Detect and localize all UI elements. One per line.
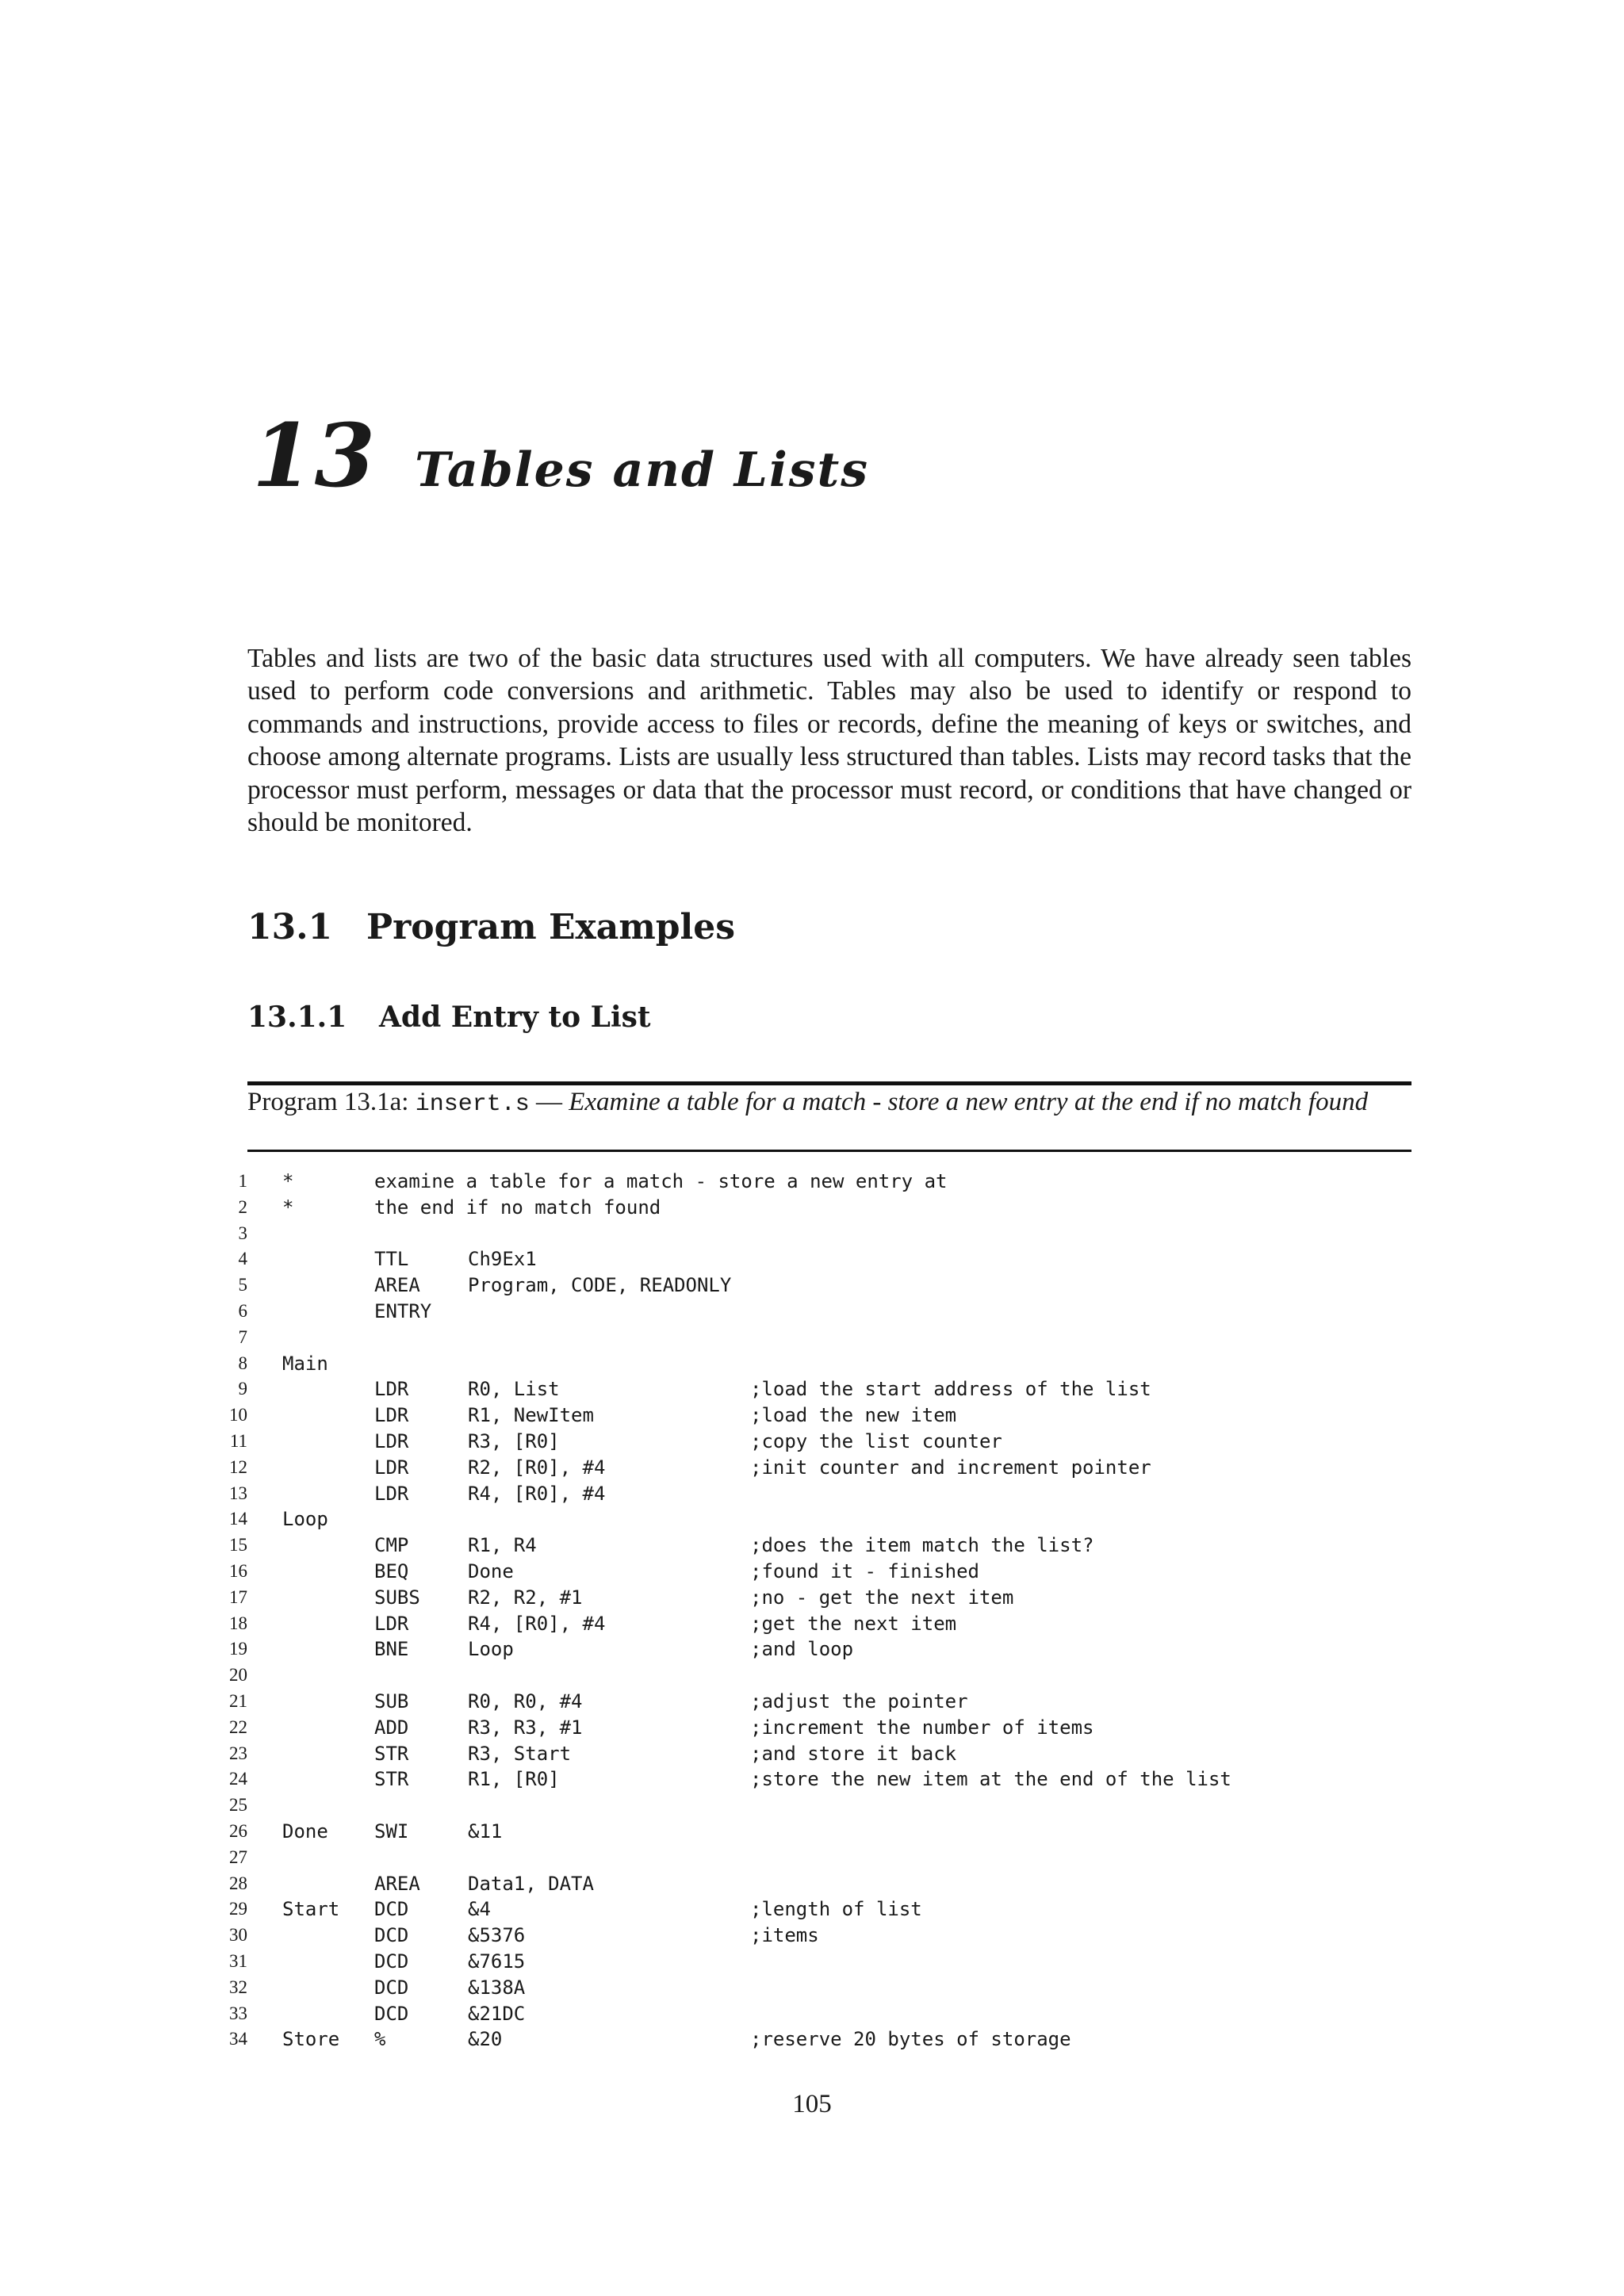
code-comment: ;and store it back bbox=[750, 1742, 957, 1765]
code-line bbox=[214, 1766, 1411, 1793]
section-heading bbox=[247, 900, 735, 955]
code-line bbox=[214, 1819, 1411, 1845]
line-number: 25 bbox=[229, 1795, 247, 1816]
code-line bbox=[214, 1221, 1411, 1247]
code-operands: R0, R0, #4 bbox=[468, 1689, 583, 1712]
code-operands: Program, CODE, READONLY bbox=[468, 1274, 732, 1297]
code-line bbox=[214, 1299, 1411, 1325]
code-comment: ;reserve 20 bytes of storage bbox=[750, 2028, 1071, 2051]
line-number: 29 bbox=[229, 1899, 247, 1919]
code-opcode: DCD bbox=[374, 1898, 409, 1921]
code-opcode: STR bbox=[374, 1768, 409, 1791]
code-comment: ;length of list bbox=[750, 1898, 922, 1921]
line-number: 33 bbox=[229, 2003, 247, 2023]
program-filename: insert.s bbox=[415, 1091, 530, 1118]
code-line bbox=[214, 1845, 1411, 1871]
code-comment: ;and loop bbox=[750, 1638, 854, 1661]
code-operands: Loop bbox=[468, 1638, 514, 1661]
line-number: 23 bbox=[229, 1743, 247, 1763]
code-operands: &21DC bbox=[468, 2002, 526, 2025]
code-comment: ;store the new item at the end of the list bbox=[750, 1768, 1231, 1791]
line-number: 31 bbox=[229, 1950, 247, 1971]
code-operands: R3, Start bbox=[468, 1742, 572, 1765]
code-line bbox=[214, 1715, 1411, 1741]
line-number: 7 bbox=[238, 1326, 247, 1347]
line-number: 20 bbox=[229, 1665, 247, 1686]
code-comment: ;copy the list counter bbox=[750, 1429, 1002, 1452]
code-comment: ;increment the number of items bbox=[750, 1716, 1094, 1739]
code-opcode: LDR bbox=[374, 1404, 409, 1427]
code-opcode: LDR bbox=[374, 1378, 409, 1401]
line-number: 8 bbox=[238, 1353, 247, 1373]
program-label: Program 13.1a: bbox=[247, 1088, 409, 1116]
caption-bottom-rule bbox=[247, 1150, 1411, 1152]
code-line bbox=[214, 1533, 1411, 1559]
page-number: 105 bbox=[792, 2090, 832, 2118]
code-label: Main bbox=[282, 1352, 328, 1375]
code-operands: R1, [R0] bbox=[468, 1768, 560, 1791]
line-number: 15 bbox=[229, 1535, 247, 1556]
code-line bbox=[214, 1455, 1411, 1481]
code-operands: R4, [R0], #4 bbox=[468, 1482, 606, 1505]
code-line bbox=[214, 1195, 1411, 1221]
line-number: 24 bbox=[229, 1769, 247, 1789]
code-operands: R2, R2, #1 bbox=[468, 1586, 583, 1609]
subsection-title: Add Entry to List bbox=[379, 1001, 651, 1034]
code-opcode: examine a table for a match - store a new entry at bbox=[374, 1170, 948, 1192]
code-operands: &138A bbox=[468, 1976, 526, 1999]
code-operands: Ch9Ex1 bbox=[468, 1248, 537, 1271]
code-line bbox=[214, 1975, 1411, 2001]
code-opcode: LDR bbox=[374, 1456, 409, 1479]
code-comment: ;found it - finished bbox=[750, 1559, 979, 1582]
code-line bbox=[214, 1351, 1411, 1377]
code-label: Start bbox=[282, 1898, 340, 1921]
section-title: Program Examples bbox=[366, 907, 736, 947]
code-operands: &4 bbox=[468, 1898, 491, 1921]
line-number: 4 bbox=[238, 1249, 247, 1269]
code-opcode: DCD bbox=[374, 1976, 409, 1999]
code-opcode: DCD bbox=[374, 2002, 409, 2025]
code-label: * bbox=[282, 1170, 294, 1192]
program-caption bbox=[247, 1086, 1411, 1120]
code-label: * bbox=[282, 1196, 294, 1219]
code-comment: ;load the new item bbox=[750, 1404, 957, 1427]
line-number: 34 bbox=[229, 2029, 247, 2049]
code-comment: ;load the start address of the list bbox=[750, 1378, 1151, 1401]
code-opcode: % bbox=[374, 2028, 386, 2051]
line-number: 1 bbox=[238, 1171, 247, 1191]
code-opcode: AREA bbox=[374, 1872, 420, 1895]
code-line bbox=[214, 1741, 1411, 1767]
code-line bbox=[214, 1169, 1411, 1195]
line-number: 26 bbox=[229, 1820, 247, 1841]
code-opcode: SUB bbox=[374, 1689, 409, 1712]
line-number: 30 bbox=[229, 1925, 247, 1946]
code-opcode: LDR bbox=[374, 1612, 409, 1635]
code-opcode: DCD bbox=[374, 1924, 409, 1947]
code-operands: R4, [R0], #4 bbox=[468, 1612, 606, 1635]
code-operands: &20 bbox=[468, 2028, 503, 2051]
code-operands: R1, NewItem bbox=[468, 1404, 594, 1427]
code-line bbox=[214, 1481, 1411, 1507]
code-listing bbox=[214, 1169, 1411, 2053]
code-line bbox=[214, 1585, 1411, 1611]
code-line bbox=[214, 1325, 1411, 1351]
line-number: 13 bbox=[229, 1483, 247, 1503]
line-number: 21 bbox=[229, 1690, 247, 1711]
code-label: Store bbox=[282, 2028, 340, 2051]
line-number: 19 bbox=[229, 1639, 247, 1659]
code-opcode: LDR bbox=[374, 1429, 409, 1452]
code-line bbox=[214, 1923, 1411, 1949]
line-number: 16 bbox=[229, 1560, 247, 1581]
line-number: 14 bbox=[229, 1509, 247, 1529]
code-opcode: DCD bbox=[374, 1950, 409, 1973]
code-line bbox=[214, 1949, 1411, 1975]
line-number: 6 bbox=[238, 1300, 247, 1321]
code-line bbox=[214, 1689, 1411, 1715]
code-operands: &7615 bbox=[468, 1950, 526, 1973]
code-line bbox=[214, 1871, 1411, 1897]
code-line bbox=[214, 1611, 1411, 1637]
code-comment: ;adjust the pointer bbox=[750, 1689, 968, 1712]
chapter-title: Tables and Lists bbox=[415, 442, 870, 498]
code-operands: R3, R3, #1 bbox=[468, 1716, 583, 1739]
code-opcode: CMP bbox=[374, 1534, 409, 1557]
code-operands: R3, [R0] bbox=[468, 1429, 560, 1452]
line-number: 9 bbox=[238, 1379, 247, 1399]
intro-paragraph: Tables and lists are two of the basic data structures used with all computers. We have already seen tables used to perform code conversions and arithmetic. Tables may also be used to identify or respond to commands and instructions, provide access to files or records, define the meaning of keys or switches, and choose among alternate programs. Lists are usually less structured than tables. Lists may record tasks that the processor must perform, messages or data that the processor must record, or conditions that have changed or should be monitored. bbox=[247, 644, 1411, 838]
code-line bbox=[214, 2026, 1411, 2053]
code-line bbox=[214, 1559, 1411, 1585]
code-opcode: BEQ bbox=[374, 1559, 409, 1582]
code-line bbox=[214, 2001, 1411, 2027]
code-opcode: STR bbox=[374, 1742, 409, 1765]
code-opcode: SWI bbox=[374, 1820, 409, 1843]
code-comment: ;init counter and increment pointer bbox=[750, 1456, 1151, 1479]
code-label: Done bbox=[282, 1820, 328, 1843]
code-opcode: ENTRY bbox=[374, 1299, 432, 1322]
line-number: 10 bbox=[229, 1405, 247, 1425]
code-opcode: TTL bbox=[374, 1248, 409, 1271]
section-number: 13.1 bbox=[247, 907, 333, 947]
code-operands: &5376 bbox=[468, 1924, 526, 1947]
code-opcode: ADD bbox=[374, 1716, 409, 1739]
code-line bbox=[214, 1636, 1411, 1663]
line-number: 22 bbox=[229, 1716, 247, 1737]
code-label: Loop bbox=[282, 1508, 328, 1531]
code-line bbox=[214, 1663, 1411, 1689]
line-number: 12 bbox=[229, 1456, 247, 1477]
code-operands: Data1, DATA bbox=[468, 1872, 594, 1895]
code-line bbox=[214, 1793, 1411, 1819]
code-line bbox=[214, 1506, 1411, 1533]
line-number: 27 bbox=[229, 1846, 247, 1867]
code-operands: Done bbox=[468, 1559, 514, 1582]
subsection-heading bbox=[247, 995, 651, 1039]
code-line bbox=[214, 1376, 1411, 1402]
line-number: 5 bbox=[238, 1275, 247, 1295]
code-operands: R2, [R0], #4 bbox=[468, 1456, 606, 1479]
code-line bbox=[214, 1272, 1411, 1299]
chapter-heading bbox=[252, 396, 869, 515]
program-description: Examine a table for a match - store a new entry at the end if no match found bbox=[569, 1088, 1369, 1116]
code-comment: ;no - get the next item bbox=[750, 1586, 1014, 1609]
line-number: 17 bbox=[229, 1586, 247, 1607]
code-line bbox=[214, 1402, 1411, 1429]
line-number: 18 bbox=[229, 1613, 247, 1633]
code-operands: R1, R4 bbox=[468, 1534, 537, 1557]
line-number: 2 bbox=[238, 1196, 247, 1217]
line-number: 11 bbox=[229, 1430, 247, 1451]
code-opcode: BNE bbox=[374, 1638, 409, 1661]
chapter-number: 13 bbox=[252, 404, 377, 507]
code-operands: R0, List bbox=[468, 1378, 560, 1401]
line-number: 3 bbox=[238, 1223, 247, 1243]
code-line bbox=[214, 1246, 1411, 1272]
code-opcode: AREA bbox=[374, 1274, 420, 1297]
code-opcode: the end if no match found bbox=[374, 1196, 661, 1219]
code-comment: ;does the item match the list? bbox=[750, 1534, 1094, 1557]
code-comment: ;items bbox=[750, 1924, 819, 1947]
caption-top-rule bbox=[247, 1081, 1411, 1085]
caption-dash: — bbox=[536, 1088, 562, 1116]
code-opcode: SUBS bbox=[374, 1586, 420, 1609]
code-opcode: LDR bbox=[374, 1482, 409, 1505]
code-comment: ;get the next item bbox=[750, 1612, 957, 1635]
code-line bbox=[214, 1896, 1411, 1923]
code-operands: &11 bbox=[468, 1820, 503, 1843]
line-number: 32 bbox=[229, 1976, 247, 1997]
subsection-number: 13.1.1 bbox=[247, 1001, 347, 1034]
line-number: 28 bbox=[229, 1873, 247, 1893]
code-line bbox=[214, 1429, 1411, 1455]
